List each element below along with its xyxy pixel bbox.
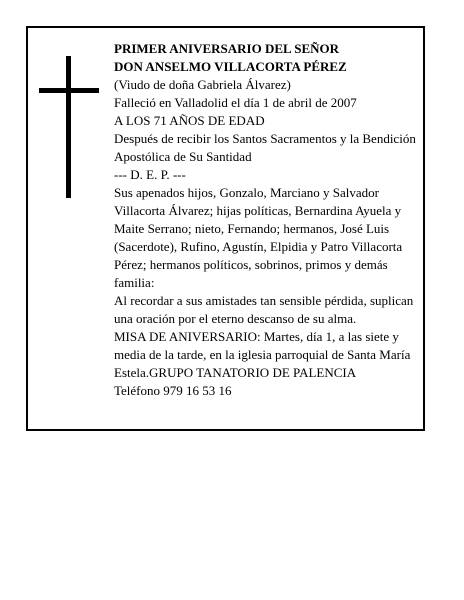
age: A LOS 71 AÑOS DE EDAD bbox=[114, 113, 265, 128]
obituary-notice bbox=[26, 26, 425, 431]
death-info: Falleció en Valladolid el día 1 de abril de 2007 bbox=[114, 95, 357, 110]
rip: --- D. E. P. --- bbox=[114, 167, 186, 182]
widower-of: (Viudo de doña Gabriela Álvarez) bbox=[114, 77, 291, 92]
family: Sus apenados hijos, Gonzalo, Marciano y Salvador Villacorta Álvarez; hijas políticas, Bernardina Ayuela y Maite Serrano; nieto, Fernando; hermanos, José Luis (Sacerdote), Rufino, Agustín, Elpidia y Patro Villacorta Pérez; hermanos políticos, sobrinos, primos y demás familia: bbox=[114, 185, 403, 290]
cross-horizontal-bar bbox=[39, 88, 99, 93]
notice-text bbox=[114, 40, 421, 400]
title-line-1: PRIMER ANIVERSARIO DEL SEÑOR bbox=[114, 41, 340, 56]
cross-vertical-bar bbox=[66, 56, 71, 198]
mass-info: MISA DE ANIVERSARIO: Martes, día 1, a las siete y media de la tarde, en la iglesia parroquial de Santa María Estela.GRUPO TANATORIO DE PALENCIA bbox=[114, 329, 411, 380]
request: Al recordar a sus amistades tan sensible pérdida, suplican una oración por el eterno descanso de su alma. bbox=[114, 293, 414, 326]
cross-icon bbox=[39, 56, 99, 198]
title-line-2: DON ANSELMO VILLACORTA PÉREZ bbox=[114, 59, 347, 74]
sacraments: Después de recibir los Santos Sacramentos y la Bendición Apostólica de Su Santidad bbox=[114, 131, 416, 164]
phone: Teléfono 979 16 53 16 bbox=[114, 383, 232, 398]
